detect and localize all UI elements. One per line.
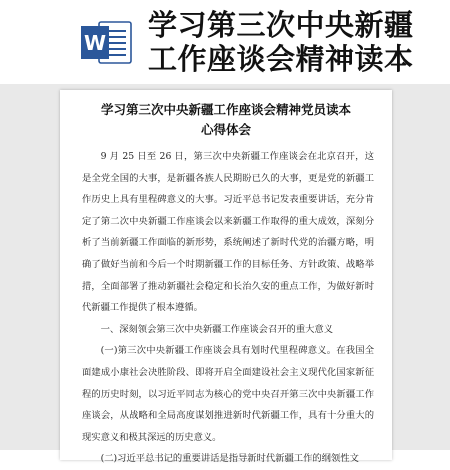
paragraph-intro: 9 月 25 日至 26 日，第三次中央新疆工作座谈会在北京召开，这是全党全国的大事，是新疆各族人民期盼已久的大事，更是党的新疆工作历史上具有里程碑意义的大事。习近平总书记发表重要讲话，充分肯定了第二次中央新疆工作座谈会以来新疆工作取得的重大成效，深刻分析了当前新疆工作面临的新形势，系统阐述了新时代党的治疆方略，明确了做好当前和今后一个时期新疆工作的目标任务、方针政策、战略举措，全面部署了推动新疆社会稳定和长治久安的重点工作，为做好新时代新疆工作提供了根本遵循。	[82, 151, 374, 314]
document-title-line2: 心得体会	[200, 122, 251, 137]
document-body	[82, 146, 374, 470]
header-title	[148, 8, 448, 76]
header-banner	[0, 0, 450, 84]
document-page	[60, 90, 392, 465]
section-heading: 一、深刻领会第三次中央新疆工作座谈会召开的重大意义	[100, 323, 334, 335]
paragraph-point-2: (二)习近平总书记的重要讲话是指导新时代新疆工作的纲领性文	[100, 453, 359, 465]
paragraph-point-1: (一)第三次中央新疆工作座谈会具有划时代里程碑意义。在我国全面建成小康社会决胜阶段、即将开启全面建设社会主义现代化国家新征程的历史时刻，以习近平同志为核心的党中央召开第三次中央新疆工作座谈会，从战略和全局高度谋划推进新时代新疆工作，具有十分重大的现实意义和极其深远的历史意义。	[82, 345, 374, 443]
document-title-line1: 学习第三次中央新疆工作座谈会精神党员读本	[100, 102, 351, 117]
svg-text:W: W	[83, 31, 107, 55]
header-title-line2: 工作座谈会精神读本	[148, 42, 414, 76]
document-title	[68, 100, 384, 140]
header-title-line1: 学习第三次中央新疆	[148, 8, 414, 42]
word-icon	[79, 19, 133, 66]
